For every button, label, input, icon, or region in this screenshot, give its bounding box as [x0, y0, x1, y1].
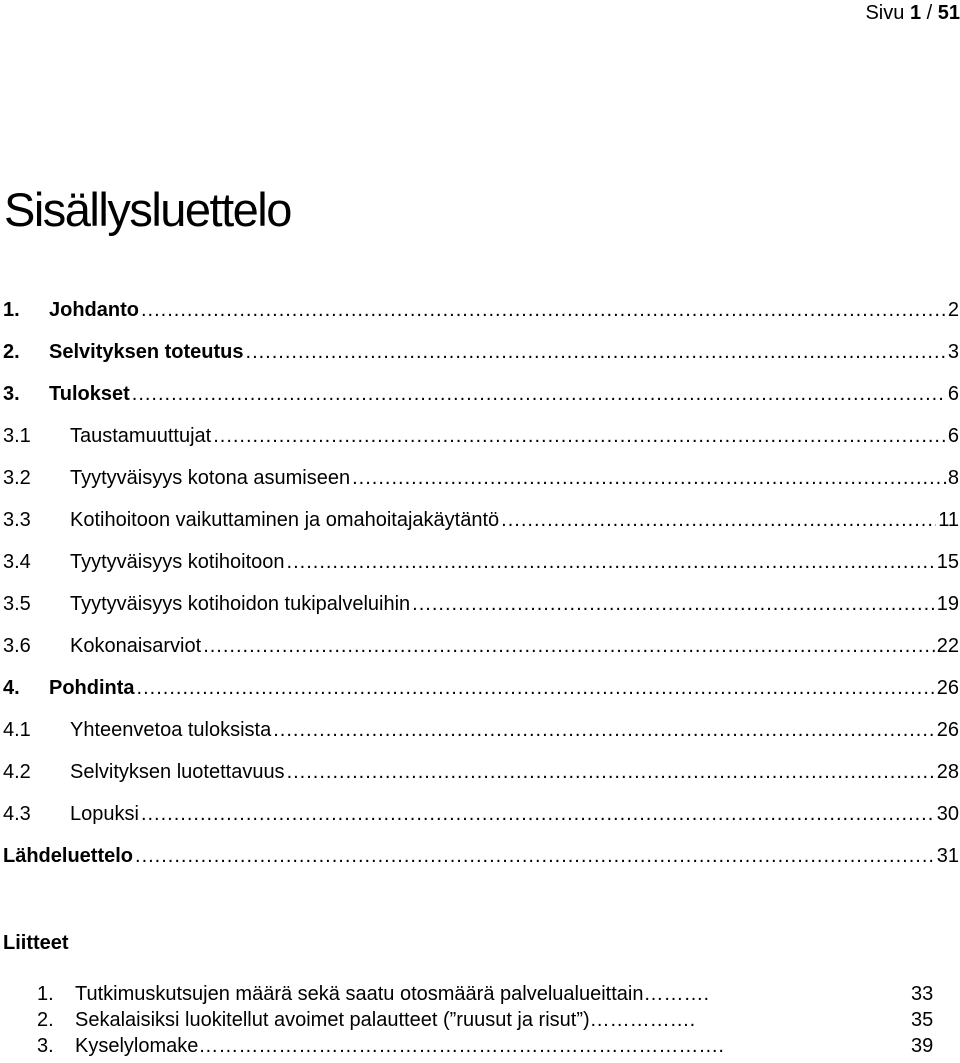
toc-entry-page: 8	[947, 467, 959, 489]
page-separator: /	[926, 2, 933, 24]
document-title: Sisällysluettelo	[4, 183, 291, 236]
toc-entry[interactable]	[0, 508, 960, 550]
toc-entry-label: Yhteenvetoa tuloksista	[70, 719, 272, 741]
toc-entry[interactable]	[0, 802, 960, 844]
appendix-entry-number: 2.	[37, 1009, 54, 1031]
appendix-entry-text: Sekalaisiksi luokitellut avoimet palautteet (”ruusut ja risut”)…………….	[75, 1009, 696, 1031]
appendix-entry-page: 39	[911, 1035, 934, 1057]
toc-dot-leader	[203, 634, 935, 658]
toc-entry-page: 11	[938, 509, 959, 531]
toc-entry-page: 6	[947, 383, 959, 405]
toc-entry[interactable]	[0, 424, 960, 466]
toc-entry-number: 3.3	[3, 509, 31, 531]
toc-entry-page: 26	[936, 677, 959, 699]
toc-entry-number: 3.5	[3, 593, 31, 615]
appendix-heading: Liitteet	[3, 932, 69, 954]
appendix-entry-page: 33	[911, 983, 934, 1005]
toc-dot-leader	[352, 466, 946, 490]
toc-entry-number: 4.	[3, 677, 20, 699]
toc-entry-label: Lopuksi	[70, 803, 139, 825]
toc-entry-page: 3	[947, 341, 959, 363]
toc-entry-number: 3.4	[3, 551, 31, 573]
toc-entry-label: Lähdeluettelo	[3, 845, 134, 867]
toc-dot-leader	[132, 382, 946, 406]
toc-entry[interactable]	[0, 382, 960, 424]
toc-entry-number: 3.6	[3, 635, 31, 657]
toc-dot-leader	[287, 550, 935, 574]
toc-entry-label: Selvityksen luotettavuus	[70, 761, 285, 783]
toc-entry[interactable]	[0, 466, 960, 508]
toc-entry[interactable]	[0, 550, 960, 592]
toc-entry-label: Pohdinta	[49, 677, 135, 699]
toc-dot-leader	[273, 718, 935, 742]
toc-entry-number: 3.	[3, 383, 20, 405]
appendix-entry[interactable]	[37, 981, 957, 1007]
appendix-entry[interactable]	[37, 1007, 957, 1033]
toc-entry-page: 22	[936, 635, 959, 657]
toc-dot-leader	[246, 340, 946, 364]
page-prefix: Sivu	[865, 2, 905, 24]
toc-entry[interactable]	[0, 718, 960, 760]
toc-entry-page: 31	[936, 845, 959, 867]
toc-entry[interactable]	[0, 760, 960, 802]
appendix-entry-number: 1.	[37, 983, 54, 1005]
page-number	[865, 0, 960, 26]
toc-entry-number: 3.2	[3, 467, 31, 489]
current-page: 1	[909, 2, 922, 24]
appendix-entry-page: 35	[911, 1009, 934, 1031]
toc-entry-number: 4.1	[3, 719, 31, 741]
toc-entry[interactable]	[0, 844, 960, 886]
toc-entry[interactable]	[0, 298, 960, 340]
toc-entry-number: 3.1	[3, 425, 31, 447]
toc-entry-page: 19	[936, 593, 959, 615]
appendix-list	[37, 981, 957, 1059]
toc-dot-leader	[141, 298, 946, 322]
toc-dot-leader	[141, 802, 935, 826]
toc-entry-label: Tyytyväisyys kotona asumiseen	[70, 467, 351, 489]
toc-entry-page: 6	[947, 425, 959, 447]
toc-dot-leader	[287, 760, 935, 784]
toc-entry-label: Tulokset	[49, 383, 130, 405]
table-of-contents	[0, 298, 960, 886]
toc-entry[interactable]	[0, 634, 960, 676]
toc-entry-page: 30	[936, 803, 959, 825]
toc-dot-leader	[412, 592, 935, 616]
toc-entry-page: 28	[936, 761, 959, 783]
toc-entry-label: Taustamuuttujat	[70, 425, 212, 447]
total-pages: 51	[937, 2, 960, 24]
appendix-entry[interactable]	[37, 1033, 957, 1059]
toc-dot-leader	[137, 676, 935, 700]
toc-dot-leader	[135, 844, 935, 868]
toc-entry-label: Tyytyväisyys kotihoitoon	[70, 551, 285, 573]
appendix-entry-number: 3.	[37, 1035, 54, 1057]
toc-entry-number: 4.2	[3, 761, 31, 783]
toc-entry-label: Kokonaisarviot	[70, 635, 202, 657]
toc-dot-leader	[213, 424, 946, 448]
appendix-entry-text: Kyselylomake…………………………………………………………………….	[75, 1035, 724, 1057]
toc-entry-number: 1.	[3, 299, 20, 321]
toc-entry-number: 2.	[3, 341, 20, 363]
toc-entry[interactable]	[0, 592, 960, 634]
toc-entry-page: 2	[947, 299, 959, 321]
toc-entry-label: Johdanto	[49, 299, 139, 321]
toc-entry-page: 26	[936, 719, 959, 741]
toc-entry-label: Kotihoitoon vaikuttaminen ja omahoitajakäytäntö	[70, 509, 500, 531]
toc-entry[interactable]	[0, 676, 960, 718]
toc-entry-label: Selvityksen toteutus	[49, 341, 244, 363]
appendix-entry-text: Tutkimuskutsujen määrä sekä saatu otosmäärä palvelualueittain……….	[75, 983, 710, 1005]
toc-entry-number: 4.3	[3, 803, 31, 825]
toc-dot-leader	[501, 508, 936, 532]
toc-entry-label: Tyytyväisyys kotihoidon tukipalveluihin	[70, 593, 411, 615]
toc-entry[interactable]	[0, 340, 960, 382]
toc-entry-page: 15	[936, 551, 959, 573]
